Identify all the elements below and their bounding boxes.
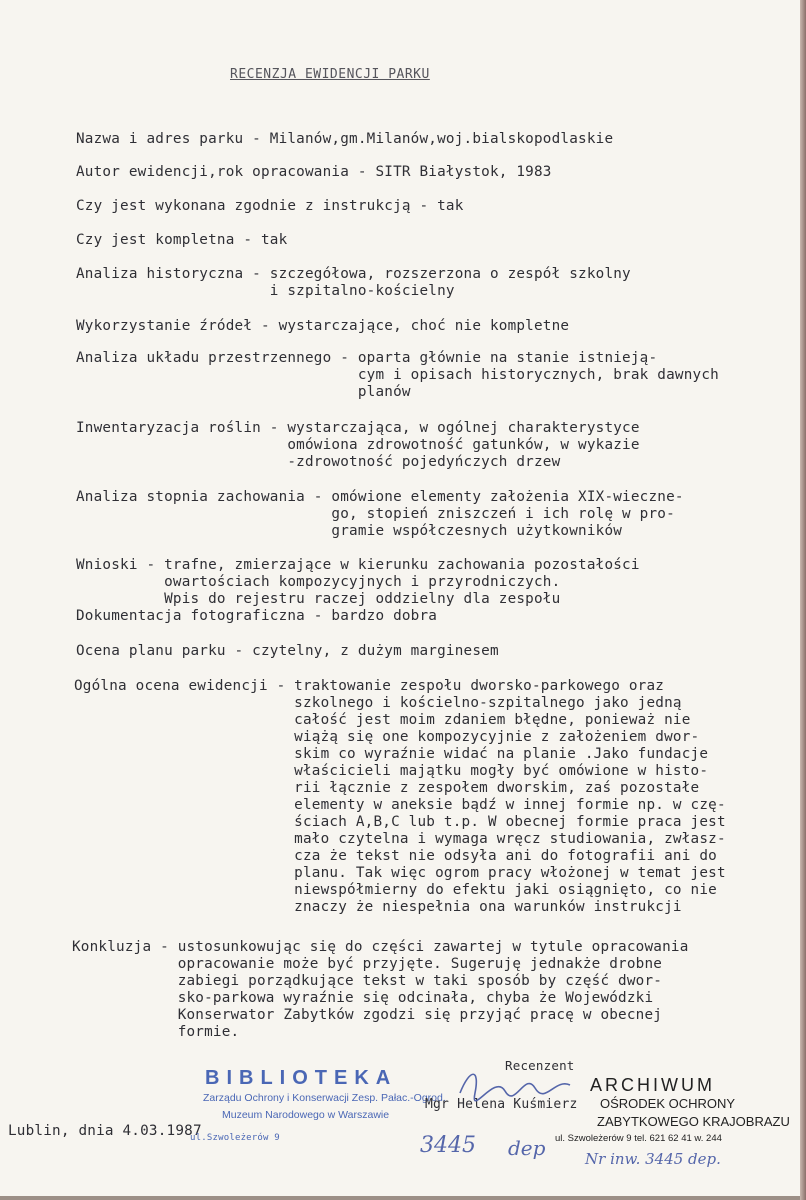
reviewer-signature xyxy=(455,1063,575,1110)
date-line: Lublin, dnia 4.03.1987 xyxy=(8,1123,202,1139)
reviewer-name: Mgr Helena Kuśmierz xyxy=(425,1097,578,1112)
typed-line: mało czytelna i wymaga wręcz studiowania, zwłasz- xyxy=(74,831,726,847)
typed-line: Konserwator Zabytków zgodzi się przyjąć pracę w obecnej xyxy=(72,1007,663,1023)
typed-line: Analiza stopnia zachowania - omówione elementy założenia XIX-wieczne- xyxy=(76,489,684,505)
signature-icon xyxy=(455,1063,575,1103)
typed-line: Wnioski - trafne, zmierzające w kierunku zachowania pozostałości xyxy=(76,557,640,573)
typed-line: ściach A,B,C lub t.p. W obecnej formie praca jest xyxy=(74,814,726,830)
typed-line: zabiegi porządkujące tekst w taki sposób by część dwor- xyxy=(72,973,663,989)
typed-line: Czy jest kompletna - tak xyxy=(76,232,288,248)
typed-line: cza że tekst nie odsyła ani do fotografii ani do xyxy=(74,848,717,864)
handwritten-inventory-number: 3445 xyxy=(420,1133,476,1158)
library-stamp-line2: Muzeum Narodowego w Warszawie xyxy=(222,1109,390,1121)
typed-line: planu. Tak więc ogrom pracy włożonej w temat jest xyxy=(74,865,726,881)
typed-line: Autor ewidencji,rok opracowania - SITR Białystok, 1983 xyxy=(76,164,552,180)
typed-line: omówiona zdrowotność gatunków, w wykazie xyxy=(76,437,640,453)
library-stamp-title: BIBLIOTEKA xyxy=(205,1067,398,1089)
typed-line: Czy jest wykonana zgodnie z instrukcją - tak xyxy=(76,198,464,214)
typed-line: całość jest moim zdaniem błędne, ponieważ nie xyxy=(74,712,691,728)
typed-line: rii łącznie z zespołem dworskim, zaś pozostałe xyxy=(74,780,700,796)
typed-line: Nazwa i adres parku - Milanów,gm.Milanów,woj.bialskopodlaskie xyxy=(76,131,614,147)
reviewer-label: Recenzent xyxy=(505,1058,575,1073)
typed-line: go, stopień zniszczeń i ich rolę w pro- xyxy=(76,506,675,522)
typed-line: wiążą się one kompozycyjnie z założeniem dwor- xyxy=(74,729,700,745)
typed-line: i szpitalno-kościelny xyxy=(76,283,455,299)
typed-line: Ocena planu parku - czytelny, z dużym marginesem xyxy=(76,643,499,659)
typed-line: Ogólna ocena ewidencji - traktowanie zespołu dworsko-parkowego oraz xyxy=(74,678,665,694)
typed-line: Konkluzja - ustosunkowując się do części zawartej w tytule opracowania xyxy=(72,939,689,955)
typed-line: Dokumentacja fotograficzna - bardzo dobra xyxy=(76,608,438,624)
typed-line: planów xyxy=(76,384,411,400)
typed-line: niewspółmierny do efektu jaki osiągnięto, co nie xyxy=(74,882,717,898)
typed-line: Inwentaryzacja roślin - wystarczająca, w ogólnej charakterystyce xyxy=(76,420,640,436)
typed-line: Wpis do rejestru raczej oddzielny dla zespołu xyxy=(76,591,561,607)
document-title: RECENZJA EWIDENCJI PARKU xyxy=(230,67,430,82)
archive-stamp-title: ARCHIWUM xyxy=(590,1075,715,1095)
typed-line: -zdrowotność pojedyńczych drzew xyxy=(76,454,561,470)
archive-stamp-line2: OŚRODEK OCHRONY xyxy=(600,1096,736,1111)
typed-line: gramie współczesnych użytkowników xyxy=(76,523,623,539)
handwritten-inventory-note: Nr inw. 3445 dep. xyxy=(585,1150,721,1168)
typed-line: właścicieli majątku mogły być omówione w histo- xyxy=(74,763,709,779)
typed-line: formie. xyxy=(72,1024,240,1040)
typed-line: Analiza historyczna - szczegółowa, rozszerzona o zespół szkolny xyxy=(76,266,631,282)
typed-line: Analiza układu przestrzennego - oparta głównie na stanie istnieją- xyxy=(76,350,658,366)
library-stamp-line1: Zarządu Ochrony i Konserwacji Zesp. Pałac.-Ogrod. xyxy=(203,1092,446,1104)
typed-line: opracowanie może być przyjęte. Sugeruję jednakże drobne xyxy=(72,956,663,972)
archive-stamp-line3: ZABYTKOWEGO KRAJOBRAZU xyxy=(597,1114,790,1129)
typed-line: szkolnego i kościelno-szpitalnego jako jedną xyxy=(74,695,682,711)
archive-stamp-line4: ul. Szwoleżerów 9 tel. 621 62 41 w. 244 xyxy=(555,1133,722,1144)
typed-line: elementy w aneksie bądź w innej formie np. w czę- xyxy=(74,797,726,813)
handwritten-dep: dep xyxy=(508,1136,546,1160)
binder-edge xyxy=(800,0,806,1200)
typed-line: owartościach kompozycyjnych i przyrodniczych. xyxy=(76,574,561,590)
typed-line: Wykorzystanie źródeł - wystarczające, choć nie kompletne xyxy=(76,318,570,334)
typed-line: znaczy że niespełnia ona warunków instrukcji xyxy=(74,899,682,915)
typed-line: cym i opisach historycznych, brak dawnych xyxy=(76,367,719,383)
typed-address: ul.Szwoleżerów 9 xyxy=(190,1133,280,1143)
typed-line: skim co wyraźnie widać na planie .Jako fundacje xyxy=(74,746,709,762)
typed-line: sko-parkowa wyraźnie się odcinała, chyba że Wojewódzki xyxy=(72,990,654,1006)
